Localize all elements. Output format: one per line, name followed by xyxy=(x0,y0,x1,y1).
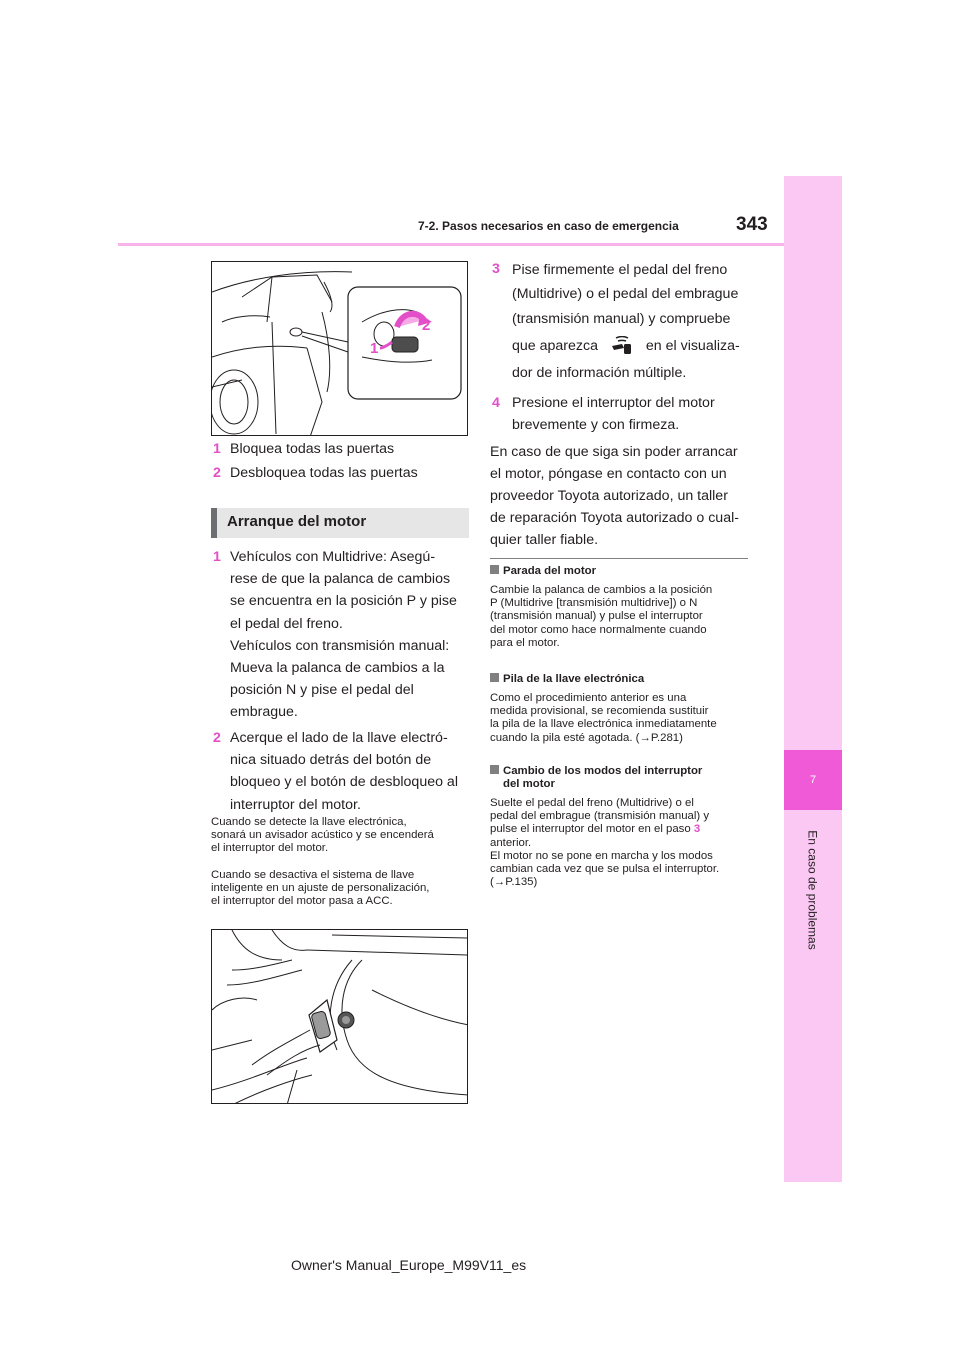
note-line: Cambie la palanca de cambios a la posición xyxy=(490,584,713,596)
step-3-line-with-icon xyxy=(512,331,754,361)
note-line: (transmisión manual) y pulse el interruptor xyxy=(490,610,703,623)
note-line: pedal del embrague (transmisión manual) y xyxy=(490,810,710,823)
bullet-square-icon xyxy=(490,673,499,682)
page-reference-link[interactable]: P.281) xyxy=(650,731,683,744)
list-item xyxy=(213,438,473,460)
bullet-square-icon xyxy=(490,765,499,774)
section-title-bar xyxy=(211,508,469,538)
step-1-line: Vehículos con transmisión manual: xyxy=(230,637,450,654)
step-1-line: posición N y pise el pedal del xyxy=(230,682,414,699)
note-heading-text: Cambio de los modos del interruptor xyxy=(503,765,703,777)
step-number: 3 xyxy=(492,261,500,277)
note-heading xyxy=(490,673,644,686)
note-line: Suelte el pedal del freno (Multidrive) o el xyxy=(490,797,694,809)
note-body xyxy=(490,797,752,889)
step-4 xyxy=(492,392,754,436)
note-line: medida provisional, se recomienda sustituir xyxy=(490,705,709,718)
note-line: el interruptor del motor. xyxy=(211,842,329,855)
step-1-line: rese de que la palanca de cambios xyxy=(230,571,451,588)
notes-divider xyxy=(490,558,748,559)
step-number: 1 xyxy=(213,549,221,565)
note-text: cuando la pila esté agotada. ( xyxy=(490,731,640,744)
step-reference-number: 3 xyxy=(693,823,701,836)
key-switch-drawing xyxy=(212,930,468,1104)
note-line: Como el procedimiento anterior es una xyxy=(490,692,687,704)
step-3-line: (Multidrive) o el pedal del embrague xyxy=(512,286,739,303)
page-reference-link[interactable]: P.135) xyxy=(505,876,538,889)
step-1-line: Vehículos con Multidrive: Asegú- xyxy=(230,549,436,565)
step-3-line: (transmisión manual) y compruebe xyxy=(512,310,731,327)
note-line: del motor como hace normalmente cuando xyxy=(490,623,707,636)
step-1-line: embrague. xyxy=(230,704,298,721)
note-line: para el motor. xyxy=(490,636,560,649)
note-line: Cuando se desactiva el sistema de llave xyxy=(211,869,415,881)
note-heading-text: Parada del motor xyxy=(503,565,597,577)
note-line: la pila de la llave electrónica inmediatamente xyxy=(490,718,717,731)
note-line: el interruptor del motor pasa a ACC. xyxy=(211,895,393,908)
item-number: 2 xyxy=(213,465,221,481)
note-heading-text: Pila de la llave electrónica xyxy=(503,673,645,685)
paragraph-line: En caso de que siga sin poder arrancar xyxy=(490,444,738,460)
note-heading xyxy=(490,765,702,791)
note-body xyxy=(490,692,752,745)
arrow-right-icon: → xyxy=(493,876,506,889)
step-1-line: se encuentra en la posición P y pise xyxy=(230,593,457,610)
chapter-side-tab xyxy=(784,176,842,1182)
note-line: P (Multidrive [transmisión multidrive]) o N xyxy=(490,597,698,610)
note-text: ( xyxy=(490,876,494,889)
step-3-text: en el visualiza- xyxy=(645,337,740,354)
note-body xyxy=(490,584,752,650)
note-line-with-reference xyxy=(490,876,752,889)
page-number: 343 xyxy=(736,214,768,235)
arrow-right-icon: → xyxy=(639,731,651,744)
key-indicator-icon xyxy=(606,336,638,356)
step-3-line: dor de información múltiple. xyxy=(512,364,687,381)
step-number: 2 xyxy=(213,730,221,746)
step-1-line: Mueva la palanca de cambios a la xyxy=(230,660,445,677)
note-line-with-reference xyxy=(490,732,752,745)
step-2-line: nica situado detrás del botón de xyxy=(230,752,432,769)
step-2-line: interruptor del motor. xyxy=(230,796,361,813)
step-4-line: brevemente y con firmeza. xyxy=(512,417,680,434)
step-3-line: Pise firmemente el pedal del freno xyxy=(512,262,728,278)
note-paragraph xyxy=(211,816,473,856)
section-header: 7-2. Pasos necesarios en caso de emergencia xyxy=(418,219,679,233)
section-title: Arranque del motor xyxy=(227,513,367,530)
chapter-title-vertical xyxy=(780,810,846,970)
note-line-with-step xyxy=(490,823,752,836)
step-number: 4 xyxy=(492,395,500,411)
note-line: anterior. xyxy=(490,836,532,849)
note-line: El motor no se pone en marcha y los modos xyxy=(490,849,713,862)
figure-door-lock-illustration xyxy=(211,261,468,436)
chapter-number: 7 xyxy=(809,774,817,786)
note-line: cambian cada vez que se pulsa el interruptor. xyxy=(490,863,720,876)
step-2-line: bloqueo y el botón de desbloqueo al xyxy=(230,774,458,791)
paragraph-line: de reparación Toyota autorizado o cual- xyxy=(490,510,739,526)
note-heading xyxy=(490,565,596,578)
paragraph-line: quier taller fiable. xyxy=(490,532,599,548)
item-text: Desbloquea todas las puertas xyxy=(230,465,418,481)
paragraph-line: el motor, póngase en contacto con un xyxy=(490,466,727,482)
contact-paragraph xyxy=(490,441,760,551)
step-1-line: el pedal del freno. xyxy=(230,615,343,632)
note-text: pulse el interruptor del motor en el paso xyxy=(490,823,691,836)
list-item xyxy=(213,462,473,484)
note-line: Cuando se detecte la llave electrónica, xyxy=(211,816,407,828)
bullet-square-icon xyxy=(490,565,499,574)
car-door-drawing xyxy=(212,262,468,436)
chapter-title: En caso de problemas xyxy=(806,830,820,950)
item-text: Bloquea todas las puertas xyxy=(230,441,395,457)
note-heading-text: del motor xyxy=(503,778,555,791)
figure-key-near-switch-illustration xyxy=(211,929,468,1104)
step-2 xyxy=(213,727,475,816)
item-number: 1 xyxy=(213,441,221,457)
step-2-line: Acerque el lado de la llave electró- xyxy=(230,730,448,746)
figure1-label-2: 2 xyxy=(422,317,431,334)
step-3-text: que aparezca xyxy=(512,337,598,354)
note-line: sonará un avisador acústico y se encenderá xyxy=(211,829,434,842)
step-3 xyxy=(492,258,754,385)
note-line: inteligente en un ajuste de personalización, xyxy=(211,882,430,895)
paragraph-line: proveedor Toyota autorizado, un taller xyxy=(490,488,728,504)
step-4-line: Presione el interruptor del motor xyxy=(512,395,715,411)
footer-manual-id: Owner's Manual_Europe_M99V11_es xyxy=(291,1257,527,1273)
step-1 xyxy=(213,546,475,724)
chapter-number-tab xyxy=(784,750,842,810)
header-rule xyxy=(118,243,784,246)
note-paragraph xyxy=(211,869,473,909)
figure1-label-1: 1 xyxy=(370,340,379,357)
